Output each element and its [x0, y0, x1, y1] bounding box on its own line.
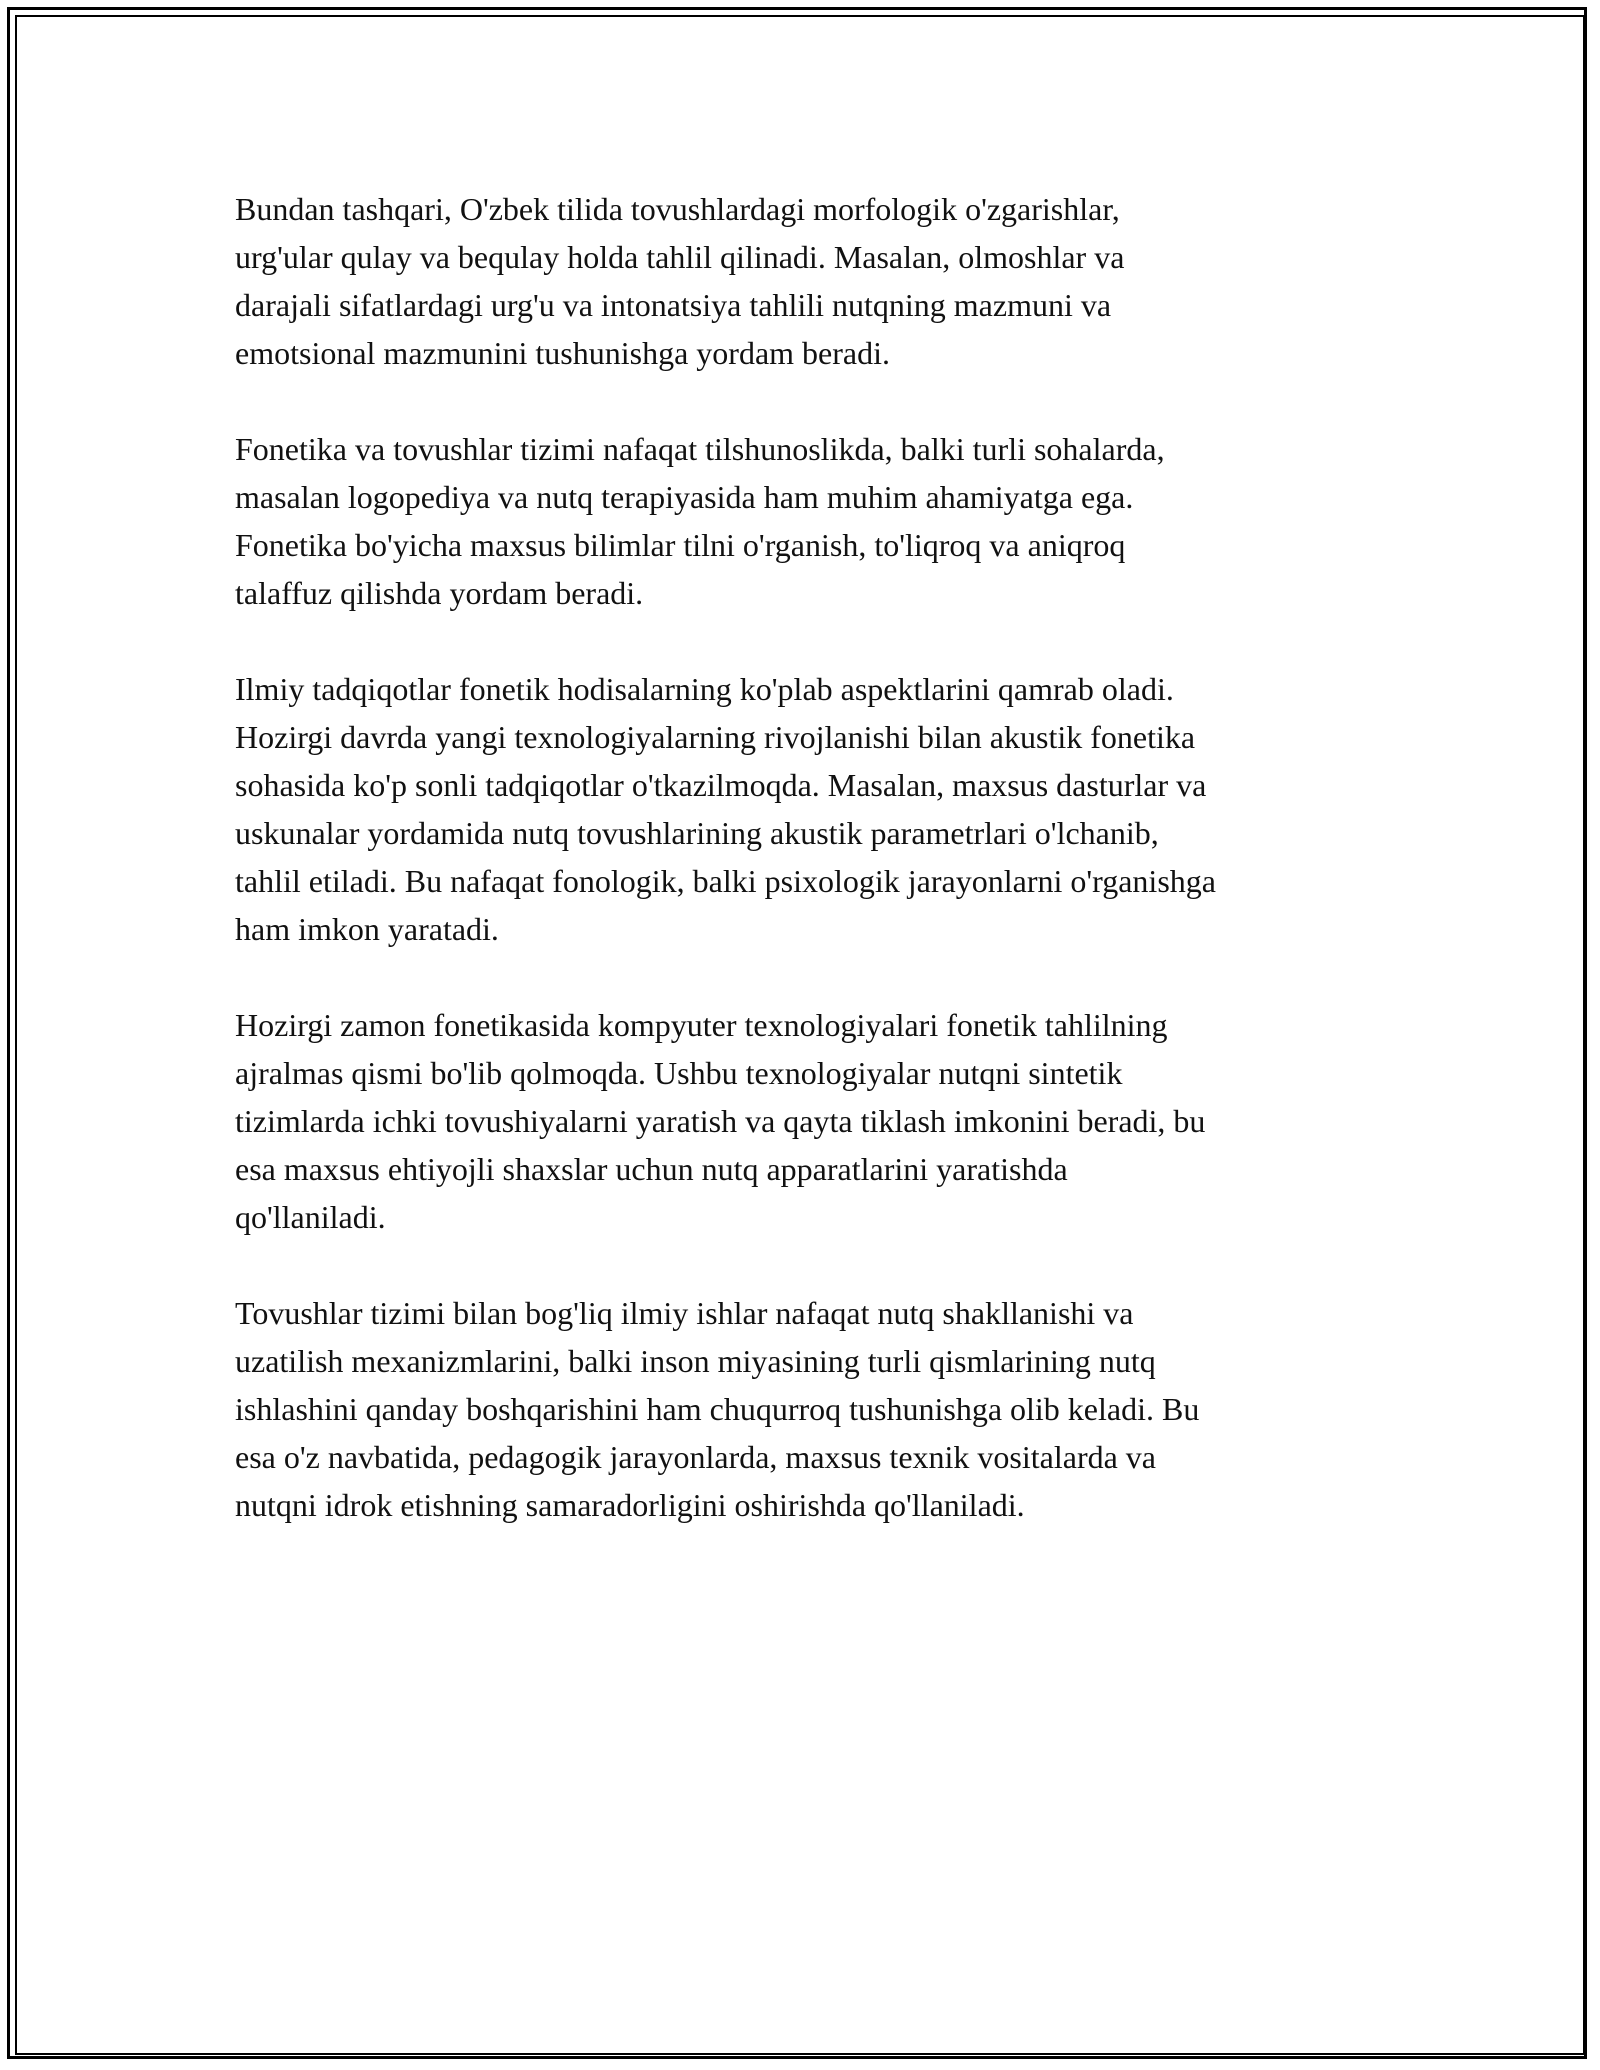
- text-line: ishlashini qanday boshqarishini ham chuqurroq tushunishga olib keladi. Bu: [235, 1391, 1200, 1427]
- text-line: emotsional mazmunini tushunishga yordam beradi.: [235, 335, 890, 371]
- text-line: nutqni idrok etishning samaradorligini oshirishda qo'llaniladi.: [235, 1487, 1025, 1523]
- paragraph-4: [235, 1001, 1375, 1241]
- paragraph-5: [235, 1289, 1375, 1529]
- text-line: urg'ular qulay va bequlay holda tahlil qilinadi. Masalan, olmoshlar va: [235, 239, 1125, 275]
- text-line: esa maxsus ehtiyojli shaxslar uchun nutq apparatlarini yaratishda: [235, 1151, 1068, 1187]
- text-line: tahlil etiladi. Bu nafaqat fonologik, balki psixologik jarayonlarni o'rganishga: [235, 863, 1216, 899]
- text-line: ham imkon yaratadi.: [235, 911, 499, 947]
- text-line: Hozirgi zamon fonetikasida kompyuter texnologiyalari fonetik tahlilning: [235, 1007, 1168, 1043]
- text-line: uskunalar yordamida nutq tovushlarining akustik parametrlari o'lchanib,: [235, 815, 1159, 851]
- text-line: Bundan tashqari, O'zbek tilida tovushlardagi morfologik o'zgarishlar,: [235, 191, 1120, 227]
- text-line: tizimlarda ichki tovushiyalarni yaratish va qayta tiklash imkonini beradi, bu: [235, 1103, 1206, 1139]
- text-line: qo'llaniladi.: [235, 1199, 386, 1235]
- paragraph-1: [235, 185, 1375, 377]
- text-line: darajali sifatlardagi urg'u va intonatsiya tahlili nutqning mazmuni va: [235, 287, 1112, 323]
- paragraph-3: [235, 665, 1375, 953]
- text-line: Hozirgi davrda yangi texnologiyalarning rivojlanishi bilan akustik fonetika: [235, 719, 1196, 755]
- text-line: talaffuz qilishda yordam beradi.: [235, 575, 644, 611]
- text-line: Ilmiy tadqiqotlar fonetik hodisalarning ko'plab aspektlarini qamrab oladi.: [235, 671, 1174, 707]
- document-body: [235, 185, 1375, 1577]
- text-line: Fonetika bo'yicha maxsus bilimlar tilni o'rganish, to'liqroq va aniqroq: [235, 527, 1126, 563]
- text-line: uzatilish mexanizmlarini, balki inson miyasining turli qismlarining nutq: [235, 1343, 1156, 1379]
- text-line: esa o'z navbatida, pedagogik jarayonlarda, maxsus texnik vositalarda va: [235, 1439, 1156, 1475]
- text-line: sohasida ko'p sonli tadqiqotlar o'tkazilmoqda. Masalan, maxsus dasturlar va: [235, 767, 1207, 803]
- text-line: Tovushlar tizimi bilan bog'liq ilmiy ishlar nafaqat nutq shakllanishi va: [235, 1295, 1134, 1331]
- text-line: masalan logopediya va nutq terapiyasida ham muhim ahamiyatga ega.: [235, 479, 1134, 515]
- text-line: Fonetika va tovushlar tizimi nafaqat tilshunoslikda, balki turli sohalarda,: [235, 431, 1165, 467]
- text-line: ajralmas qismi bo'lib qolmoqda. Ushbu texnologiyalar nutqni sintetik: [235, 1055, 1123, 1091]
- paragraph-2: [235, 425, 1375, 617]
